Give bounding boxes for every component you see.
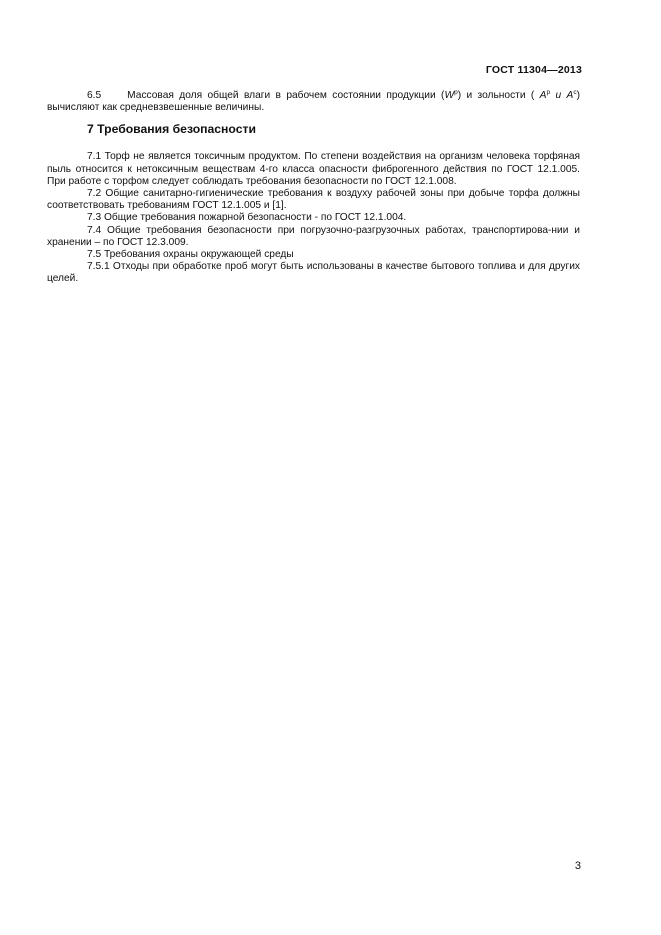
and-word: и	[555, 90, 562, 101]
page-content	[47, 90, 580, 286]
page-number: 3	[574, 860, 581, 872]
document-code: ГОСТ 11304—2013	[485, 64, 582, 76]
paragraph-7-2: 7.2 Общие санитарно-гигиенические требования к воздуху рабочей зоны при добыче торфа должны соответствовать требованиям ГОСТ 12.1.005 и [1].	[47, 188, 580, 212]
paragraph-6-5-number: 6.5	[87, 90, 102, 101]
moisture-symbol: W	[444, 90, 455, 101]
paragraph-7-5-1: 7.5.1 Отходы при обработке проб могут быть использованы в качестве бытового топлива и для других целей.	[47, 261, 580, 285]
paragraph-6-5-text-c: ) вычисляют как средневзвешенные величины.	[47, 90, 580, 114]
ash-symbol-sup: р	[546, 89, 551, 96]
ash-dry-symbol-sup: c	[573, 89, 577, 96]
paragraph-7-1: 7.1 Торф не является токсичным продуктом. По степени воздействия на организм человека торфяная пыль относится к нетоксичным веществам 4-го класса опасности фиброгенного действия по ГОСТ 12.1.005. При работе с торфом следует соблюдать требования безопасности по ГОСТ 12.1.008.	[47, 151, 580, 187]
paragraph-7-3: 7.3 Общие требования пожарной безопасности - по ГОСТ 12.1.004.	[87, 212, 407, 224]
paragraph-7-4: 7.4 Общие требования безопасности при погрузочно-разгрузочных работах, транспортирова-нии и хранении – по ГОСТ 12.3.009.	[47, 224, 580, 248]
paragraph-6-5-text-a: Массовая доля общей влаги в рабочем состоянии продукции (	[127, 90, 445, 101]
ash-dry-symbol: A	[566, 90, 574, 101]
moisture-symbol-sup: р	[454, 89, 458, 96]
section-title: 7 Требования безопасности	[87, 122, 256, 137]
paragraph-6-5-text-b: ) и зольности (	[457, 90, 535, 101]
ash-symbol: A	[539, 90, 547, 101]
paragraph-7-5: 7.5 Требования охраны окружающей среды	[87, 249, 294, 261]
paragraph-6-5	[47, 90, 580, 114]
